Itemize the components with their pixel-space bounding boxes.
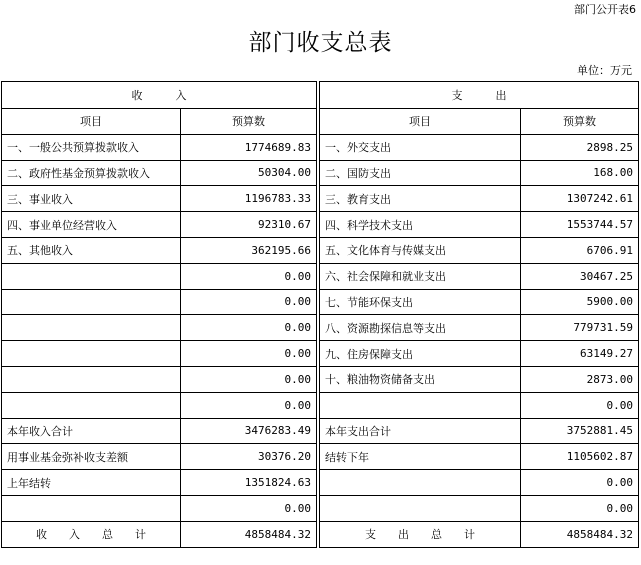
table-row bbox=[2, 134, 639, 160]
expense-item-cell: 三、教育支出 bbox=[320, 186, 521, 212]
grand-total-row bbox=[2, 521, 639, 547]
expense-value-cell: 2898.25 bbox=[521, 134, 639, 160]
income-item-cell bbox=[2, 315, 181, 341]
expense-value-cell: 0.00 bbox=[521, 392, 639, 418]
table-row bbox=[2, 418, 639, 444]
expense-value-cell: 6706.91 bbox=[521, 237, 639, 263]
income-value-cell: 0.00 bbox=[181, 315, 317, 341]
expense-value-cell: 168.00 bbox=[521, 160, 639, 186]
income-value-cell: 3476283.49 bbox=[181, 418, 317, 444]
expense-item-cell: 结转下年 bbox=[320, 444, 521, 470]
expense-item-cell: 五、文化体育与传媒支出 bbox=[320, 237, 521, 263]
income-item-header: 项目 bbox=[2, 109, 181, 135]
expense-budget-header: 预算数 bbox=[521, 109, 639, 135]
expense-value-cell: 3752881.45 bbox=[521, 418, 639, 444]
income-item-cell bbox=[2, 341, 181, 367]
expense-value-cell: 0.00 bbox=[521, 470, 639, 496]
table-row bbox=[2, 186, 639, 212]
income-item-cell: 一、一般公共预算拨款收入 bbox=[2, 134, 181, 160]
income-total-label: 收 入 总 计 bbox=[2, 521, 181, 547]
income-value-cell: 92310.67 bbox=[181, 212, 317, 238]
expense-item-cell: 八、资源勘探信息等支出 bbox=[320, 315, 521, 341]
income-item-cell bbox=[2, 263, 181, 289]
page-title: 部门收支总表 bbox=[248, 30, 393, 56]
expense-item-cell: 九、住房保障支出 bbox=[320, 341, 521, 367]
expense-value-cell: 1553744.57 bbox=[521, 212, 639, 238]
expense-item-cell: 七、节能环保支出 bbox=[320, 289, 521, 315]
income-value-cell: 0.00 bbox=[181, 495, 317, 521]
table-body bbox=[2, 82, 639, 548]
expense-item-cell bbox=[320, 392, 521, 418]
expense-value-cell: 30467.25 bbox=[521, 263, 639, 289]
expense-value-cell: 1307242.61 bbox=[521, 186, 639, 212]
table-row bbox=[2, 212, 639, 238]
table-number-label: 部门公开表6 bbox=[574, 3, 636, 16]
expense-value-cell: 2873.00 bbox=[521, 366, 639, 392]
income-item-cell: 上年结转 bbox=[2, 470, 181, 496]
expense-item-cell: 四、科学技术支出 bbox=[320, 212, 521, 238]
expense-value-cell: 1105602.87 bbox=[521, 444, 639, 470]
table-row bbox=[2, 495, 639, 521]
expense-item-cell: 十、粮油物资储备支出 bbox=[320, 366, 521, 392]
income-value-cell: 362195.66 bbox=[181, 237, 317, 263]
section-header-row bbox=[2, 82, 639, 109]
income-value-cell: 0.00 bbox=[181, 366, 317, 392]
expense-total-value: 4858484.32 bbox=[521, 521, 639, 547]
income-item-cell: 三、事业收入 bbox=[2, 186, 181, 212]
expense-value-cell: 779731.59 bbox=[521, 315, 639, 341]
income-value-cell: 0.00 bbox=[181, 392, 317, 418]
income-total-value: 4858484.32 bbox=[181, 521, 317, 547]
expense-item-header: 项目 bbox=[320, 109, 521, 135]
income-item-cell bbox=[2, 392, 181, 418]
expense-value-cell: 0.00 bbox=[521, 495, 639, 521]
table-row bbox=[2, 315, 639, 341]
income-item-cell bbox=[2, 366, 181, 392]
income-value-cell: 0.00 bbox=[181, 263, 317, 289]
income-item-cell: 五、其他收入 bbox=[2, 237, 181, 263]
column-header-row bbox=[2, 109, 639, 135]
income-value-cell: 0.00 bbox=[181, 341, 317, 367]
income-value-cell: 30376.20 bbox=[181, 444, 317, 470]
expense-item-cell: 六、社会保障和就业支出 bbox=[320, 263, 521, 289]
income-section-header: 收 入 bbox=[2, 82, 317, 109]
expense-item-cell: 本年支出合计 bbox=[320, 418, 521, 444]
table-row bbox=[2, 341, 639, 367]
income-value-cell: 50304.00 bbox=[181, 160, 317, 186]
income-item-cell: 四、事业单位经营收入 bbox=[2, 212, 181, 238]
income-item-cell: 本年收入合计 bbox=[2, 418, 181, 444]
expense-item-cell: 一、外交支出 bbox=[320, 134, 521, 160]
income-budget-header: 预算数 bbox=[181, 109, 317, 135]
income-item-cell: 用事业基金弥补收支差额 bbox=[2, 444, 181, 470]
expense-section-header: 支 出 bbox=[320, 82, 639, 109]
table-row bbox=[2, 366, 639, 392]
income-item-cell bbox=[2, 495, 181, 521]
income-value-cell: 0.00 bbox=[181, 289, 317, 315]
unit-label: 单位：万元 bbox=[577, 64, 632, 77]
budget-summary-table bbox=[1, 81, 639, 548]
expense-item-cell bbox=[320, 495, 521, 521]
table-row bbox=[2, 392, 639, 418]
table-row bbox=[2, 160, 639, 186]
income-value-cell: 1351824.63 bbox=[181, 470, 317, 496]
expense-total-label: 支 出 总 计 bbox=[320, 521, 521, 547]
table-row bbox=[2, 470, 639, 496]
income-value-cell: 1196783.33 bbox=[181, 186, 317, 212]
income-item-cell: 二、政府性基金预算拨款收入 bbox=[2, 160, 181, 186]
expense-item-cell bbox=[320, 470, 521, 496]
table-row bbox=[2, 289, 639, 315]
table-row bbox=[2, 444, 639, 470]
expense-value-cell: 63149.27 bbox=[521, 341, 639, 367]
table-row bbox=[2, 263, 639, 289]
income-value-cell: 1774689.83 bbox=[181, 134, 317, 160]
table-row bbox=[2, 237, 639, 263]
expense-value-cell: 5900.00 bbox=[521, 289, 639, 315]
income-item-cell bbox=[2, 289, 181, 315]
expense-item-cell: 二、国防支出 bbox=[320, 160, 521, 186]
